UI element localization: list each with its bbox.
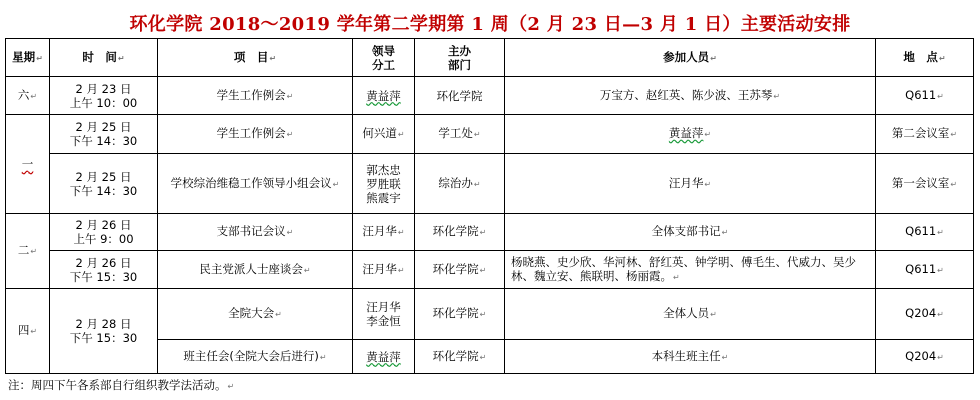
table-row (6, 289, 974, 340)
time-cell: 2 月 25 日 下午 14：30 (50, 115, 158, 154)
time-cell: 2 月 26 日 上午 9：00 (50, 214, 158, 251)
header-location: 地 点↵ (876, 39, 974, 77)
leader-cell: 汪月华↵ (353, 214, 415, 251)
item-cell: 学生工作例会↵ (158, 115, 353, 154)
item-cell: 学生工作例会↵ (158, 77, 353, 115)
page-title: 环化学院 2018～2019 学年第二学期第 1 周（2 月 23 日—3 月 1 日）主要活动安排 (129, 14, 851, 35)
host-cell: 综治办↵ (415, 154, 505, 214)
footnote: 注：周四下午各系部自行组织教学法活动。↵ (8, 378, 235, 392)
host-cell: 环化学院↵ (415, 340, 505, 374)
header-item: 项 目↵ (158, 39, 353, 77)
day-cell: 二↵ (6, 214, 50, 289)
day-cell: 一 (6, 115, 50, 214)
header-row (6, 39, 974, 77)
leader-cell: 汪月华↵ (353, 251, 415, 289)
leader-cell: 郭杰忠 罗胜联 熊震宇 (353, 154, 415, 214)
participants-cell: 全体支部书记↵ (505, 214, 876, 251)
time-cell: 2 月 25 日 下午 14：30 (50, 154, 158, 214)
table-row (6, 154, 974, 214)
item-cell: 全院大会↵ (158, 289, 353, 340)
day-cell: 四↵ (6, 289, 50, 374)
participants-cell: 万宝方、赵红英、陈少波、王苏琴↵ (505, 77, 876, 115)
table-row (6, 115, 974, 154)
time-cell: 2 月 23 日 上午 10：00 (50, 77, 158, 115)
time-cell: 2 月 26 日 下午 15：30 (50, 251, 158, 289)
host-cell: 学工处↵ (415, 115, 505, 154)
participants-cell: 全体人员↵ (505, 289, 876, 340)
header-participants: 参加人员↵ (505, 39, 876, 77)
location-cell: Q611↵ (876, 77, 974, 115)
item-cell: 支部书记会议↵ (158, 214, 353, 251)
host-cell: 环化学院 (415, 77, 505, 115)
header-leader: 领导 分工 (353, 39, 415, 77)
schedule-table (5, 38, 974, 374)
host-cell: 环化学院↵ (415, 214, 505, 251)
item-cell: 民主党派人士座谈会↵ (158, 251, 353, 289)
time-cell: 2 月 28 日 下午 15：30 (50, 289, 158, 374)
table-row (6, 214, 974, 251)
leader-cell: 黄益萍 (353, 340, 415, 374)
participants-cell: 杨晓燕、史少欣、华河林、舒红英、钟学明、傅毛生、代威力、吴少林、魏立安、熊联明、杨丽霞。↵ (505, 251, 876, 289)
item-cell: 班主任会(全院大会后进行)↵ (158, 340, 353, 374)
location-cell: 第一会议室↵ (876, 154, 974, 214)
leader-cell: 汪月华 李金恒 (353, 289, 415, 340)
table-row (6, 251, 974, 289)
location-cell: Q204↵ (876, 340, 974, 374)
leader-cell: 黄益萍 (353, 77, 415, 115)
header-time: 时 间↵ (50, 39, 158, 77)
header-day: 星期↵ (6, 39, 50, 77)
table-row (6, 77, 974, 115)
location-cell: 第二会议室↵ (876, 115, 974, 154)
item-cell: 学校综治维稳工作领导小组会议↵ (158, 154, 353, 214)
location-cell: Q204↵ (876, 289, 974, 340)
leader-cell: 何兴道↵ (353, 115, 415, 154)
location-cell: Q611↵ (876, 214, 974, 251)
participants-cell: 汪月华↵ (505, 154, 876, 214)
host-cell: 环化学院↵ (415, 289, 505, 340)
header-host: 主办 部门 (415, 39, 505, 77)
host-cell: 环化学院↵ (415, 251, 505, 289)
participants-cell: 本科生班主任↵ (505, 340, 876, 374)
location-cell: Q611↵ (876, 251, 974, 289)
day-cell: 六↵ (6, 77, 50, 115)
participants-cell: 黄益萍↵ (505, 115, 876, 154)
